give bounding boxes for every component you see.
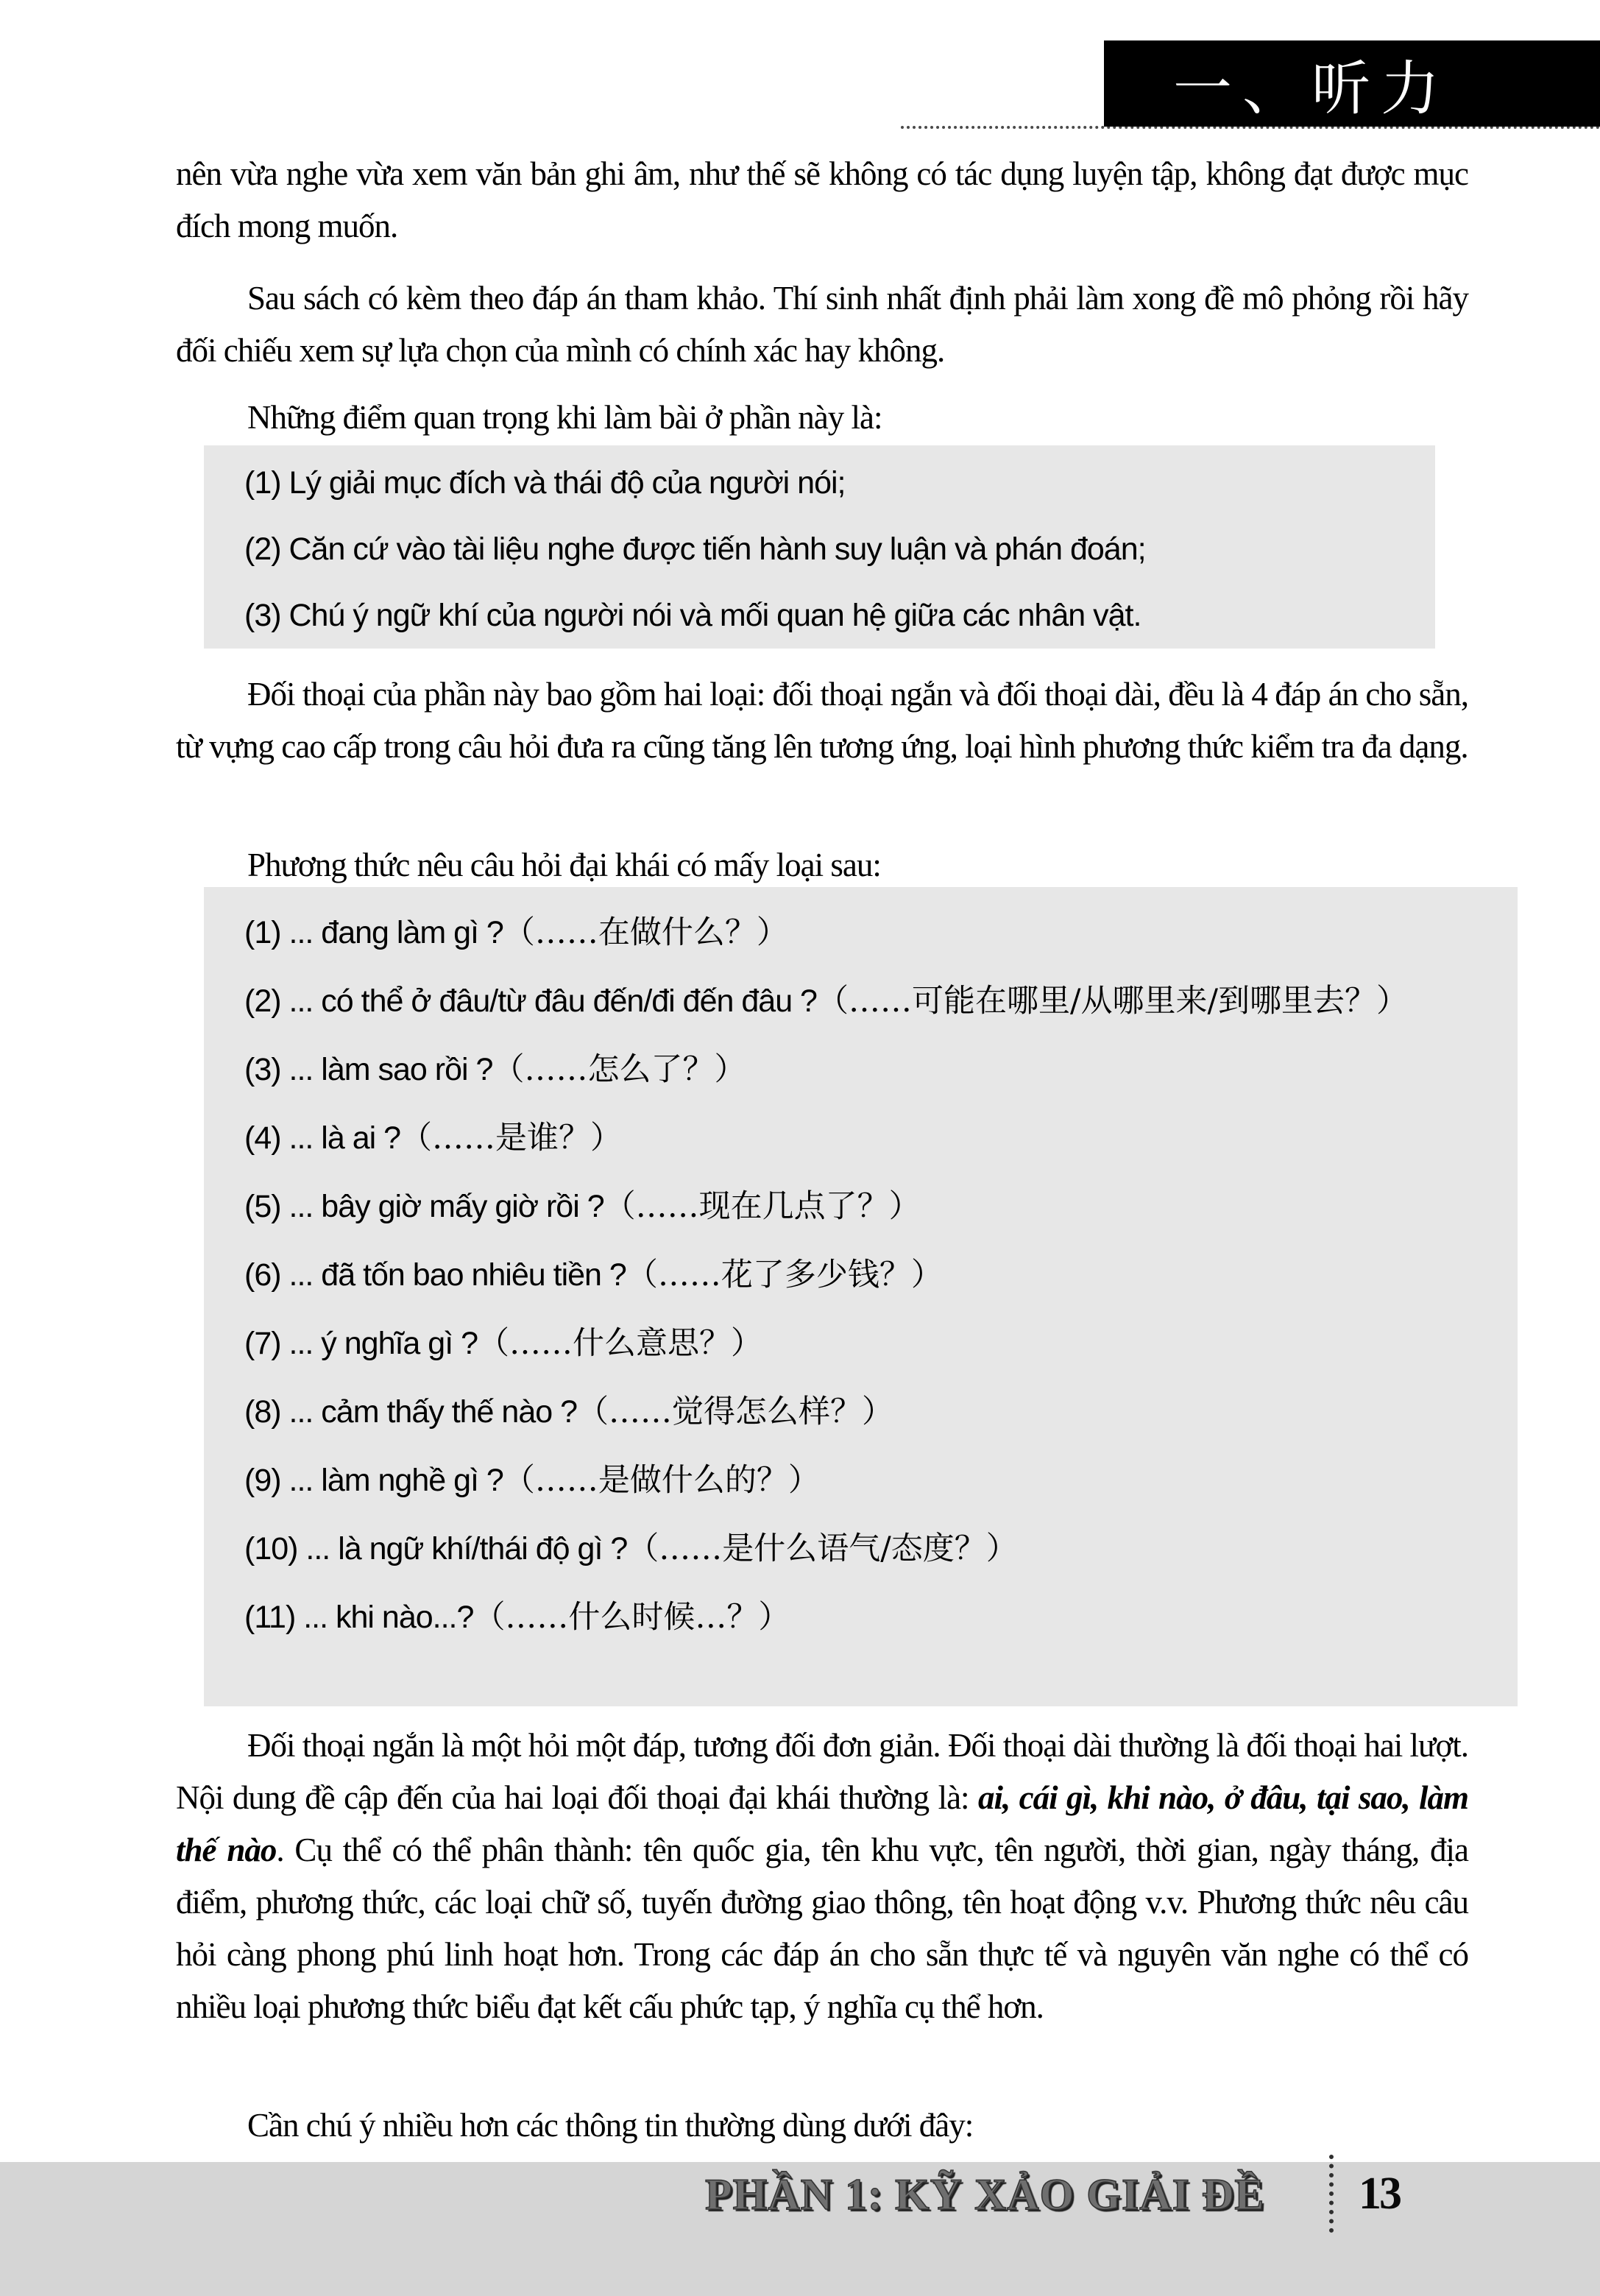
paragraph-continuation: nên vừa nghe vừa xem văn bản ghi âm, như thế sẽ không có tác dụng luyện tập, không đạt được mục đích mong muốn. [176,155,1468,244]
paragraph-dialogue-types: Đối thoại của phần này bao gồm hai loại: đối thoại ngắn và đối thoại dài, đều là 4 đáp án cho sẵn, từ vựng cao cấp trong câu hỏi đưa ra cũng tăng lên tương ứng, loại hình phương thức kiểm tra đa dạng. [176,676,1468,765]
section-header-banner [1104,40,1600,127]
question-pattern-chinese: （……在做什么？） [503,914,788,951]
question-pattern-vietnamese: (11) ... khi nào...? [244,1600,474,1635]
question-pattern-chinese: （……可能在哪里/从哪里来/到哪里去？） [816,983,1408,1020]
question-pattern-chinese: （……是什么语气/态度？） [627,1530,1018,1567]
question-pattern-item [244,1320,1499,1368]
paragraph-text-run: Đối thoại ngắn là một hỏi một đáp, tương đối đơn giản. Đối thoại dài thường là đối thoại hai lượt. Nội dung đề cập đến của hai loại đối thoại đại khái thường là: [176,1727,1468,1816]
question-pattern-chinese: （……是谁？） [400,1120,623,1156]
key-point-item: (3) Chú ý ngữ khí của người nói và mối quan hệ giữa các nhân vật. [244,598,1141,633]
paragraph-dialogue-content [176,1720,1468,2033]
question-pattern-vietnamese: (9) ... làm nghề gì ? [244,1463,503,1498]
question-pattern-chinese: （……现在几点了？） [603,1188,921,1225]
question-pattern-vietnamese: (1) ... đang làm gì ? [244,915,503,950]
key-point-item: (2) Căn cứ vào tài liệu nghe được tiến hành suy luận và phán đoán; [244,531,1146,567]
question-pattern-chinese: （……什么意思？） [478,1325,763,1362]
paragraph-closing-lead-in: Cần chú ý nhiều hơn các thông tin thường dùng dưới đây: [247,2107,974,2144]
section-title-chinese: 一、听力 [1173,54,1450,123]
question-pattern-item [244,1525,1499,1573]
question-pattern-item [244,1457,1499,1505]
question-pattern-item [244,1115,1499,1162]
question-patterns-callout-box [204,887,1518,1706]
question-pattern-item [244,1183,1499,1231]
question-pattern-vietnamese: (7) ... ý nghĩa gì ? [244,1326,478,1361]
paragraph-key-points-lead-in: Những điểm quan trọng khi làm bài ở phần này là: [247,399,882,436]
footer-band [0,2162,1600,2296]
question-pattern-vietnamese: (4) ... là ai ? [244,1120,401,1156]
question-pattern-vietnamese: (3) ... làm sao rồi ? [244,1052,493,1087]
page-number: 13 [1359,2169,1400,2219]
footer-dotted-divider [1329,2155,1334,2233]
footer-section-label: PHẦN 1: KỸ XẢO GIẢI ĐỀ [705,2170,1265,2219]
question-pattern-item [244,1594,1499,1642]
question-pattern-chinese: （……是做什么的？） [503,1462,820,1499]
question-pattern-item [244,978,1499,1025]
question-pattern-chinese: （……花了多少钱？） [626,1257,943,1293]
question-pattern-vietnamese: (10) ... là ngữ khí/thái độ gì ? [244,1531,628,1566]
question-pattern-chinese: （……怎么了？） [492,1051,746,1088]
question-pattern-chinese: （……什么时候…？） [473,1599,790,1636]
paragraph-text-run: . Cụ thể có thể phân thành: tên quốc gia, tên khu vực, tên người, thời gian, ngày tháng, địa điểm, phương thức, các loại chữ số, tuyến đường giao thông, tên hoạt động v.v. Phương thức nêu câu hỏi càng phong phú linh hoạt hơn. Trong các đáp án cho sẵn thực tế và nguyên văn nghe có thể có nhiều loại phương thức biểu đạt kết cấu phức tạp, ý nghĩa cụ thể hơn. [176,1831,1468,2025]
paragraph-emphasis-run: ai, cái gì, khi nào, ở đâu, tại sao, làm thế nào [176,1779,1469,1868]
question-pattern-item [244,1251,1499,1299]
question-pattern-item [244,1046,1499,1094]
question-pattern-chinese: （……觉得怎么样？） [577,1394,894,1430]
paragraph-answer-key: Sau sách có kèm theo đáp án tham khảo. Thí sinh nhất định phải làm xong đề mô phỏng rồi hãy đối chiếu xem sự lựa chọn của mình có chính xác hay không. [176,280,1468,369]
key-points-callout-box [204,445,1435,649]
key-point-item: (1) Lý giải mục đích và thái độ của người nói; [244,465,846,501]
question-pattern-vietnamese: (5) ... bây giờ mấy giờ rồi ? [244,1189,604,1224]
paragraph-question-types-lead-in: Phương thức nêu câu hỏi đại khái có mấy loại sau: [247,847,881,883]
question-pattern-vietnamese: (8) ... cảm thấy thế nào ? [244,1394,578,1430]
question-pattern-vietnamese: (2) ... có thể ở đâu/từ đâu đến/đi đến đâu ? [244,983,817,1019]
question-pattern-item [244,1388,1499,1436]
question-pattern-vietnamese: (6) ... đã tốn bao nhiêu tiền ? [244,1257,626,1293]
question-pattern-item [244,909,1499,957]
